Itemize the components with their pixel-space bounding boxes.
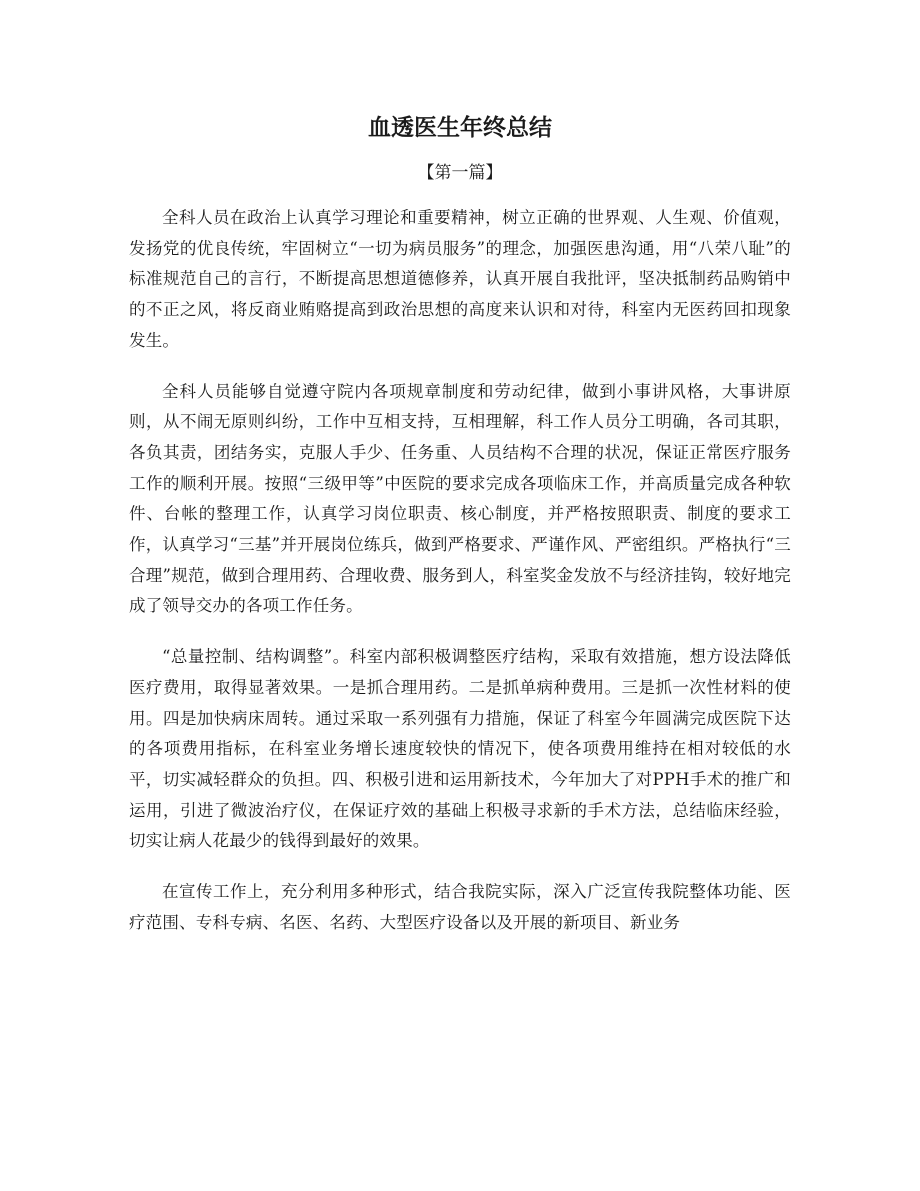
paragraph: 全科人员能够自觉遵守院内各项规章制度和劳动纪律，做到小事讲风格，大事讲原则，从不闹无原则纠纷，工作中互相支持，互相理解，科工作人员分工明确，各司其职，各负其责，团结务实，克服人手少、任务重、人员结构不合理的状况，保证正常医疗服务工作的顺利开展。按照“三级甲等”中医院的要求完成各项临床工作，并高质量完成各种软件、台帐的整理工作，认真学习岗位职责、核心制度，并严格按照职责、制度的要求工作，认真学习“三基”并开展岗位练兵，做到严格要求、严谨作风、严密组织。严格执行“三合理”规范，做到合理用药、合理收费、服务到人，科室奖金发放不与经济挂钩，较好地完成了领导交办的各项工作任务。: [129, 381, 791, 616]
paragraph: 全科人员在政治上认真学习理论和重要精神，树立正确的世界观、人生观、价值观，发扬党的优良传统，牢固树立“一切为病员服务”的理念，加强医患沟通，用“八荣八耻”的标准规范自己的言行，不断提高思想道德修养，认真开展自我批评，坚决抵制药品购销中的不正之风，将反商业贿赂提高到政治思想的高度来认识和对待，科室内无医药回扣现象发生。: [129, 208, 791, 350]
document-title: 血透医生年终总结: [368, 114, 552, 141]
document-body: [129, 203, 791, 958]
section-label: 【第一篇】: [417, 163, 503, 183]
paragraph: 在宣传工作上，充分利用多种形式，结合我院实际，深入广泛宣传我院整体功能、医疗范围、专科专病、名医、名药、大型医疗设备以及开展的新项目、新业务: [129, 882, 791, 932]
paragraph: “总量控制、结构调整”。科室内部积极调整医疗结构，采取有效措施，想方设法降低医疗费用，取得显著效果。一是抓合理用药。二是抓单病种费用。三是抓一次性材料的使用。四是加快病床周转。通过采取一系列强有力措施，保证了科室今年圆满完成医院下达的各项费用指标，在科室业务增长速度较快的情况下，使各项费用维持在相对较低的水平，切实减轻群众的负担。四、积极引进和运用新技术，今年加大了对PPH手术的推广和运用，引进了微波治疗仪，在保证疗效的基础上积极寻求新的手术方法，总结临床经验，切实让病人花最少的钱得到最好的效果。: [129, 647, 791, 851]
